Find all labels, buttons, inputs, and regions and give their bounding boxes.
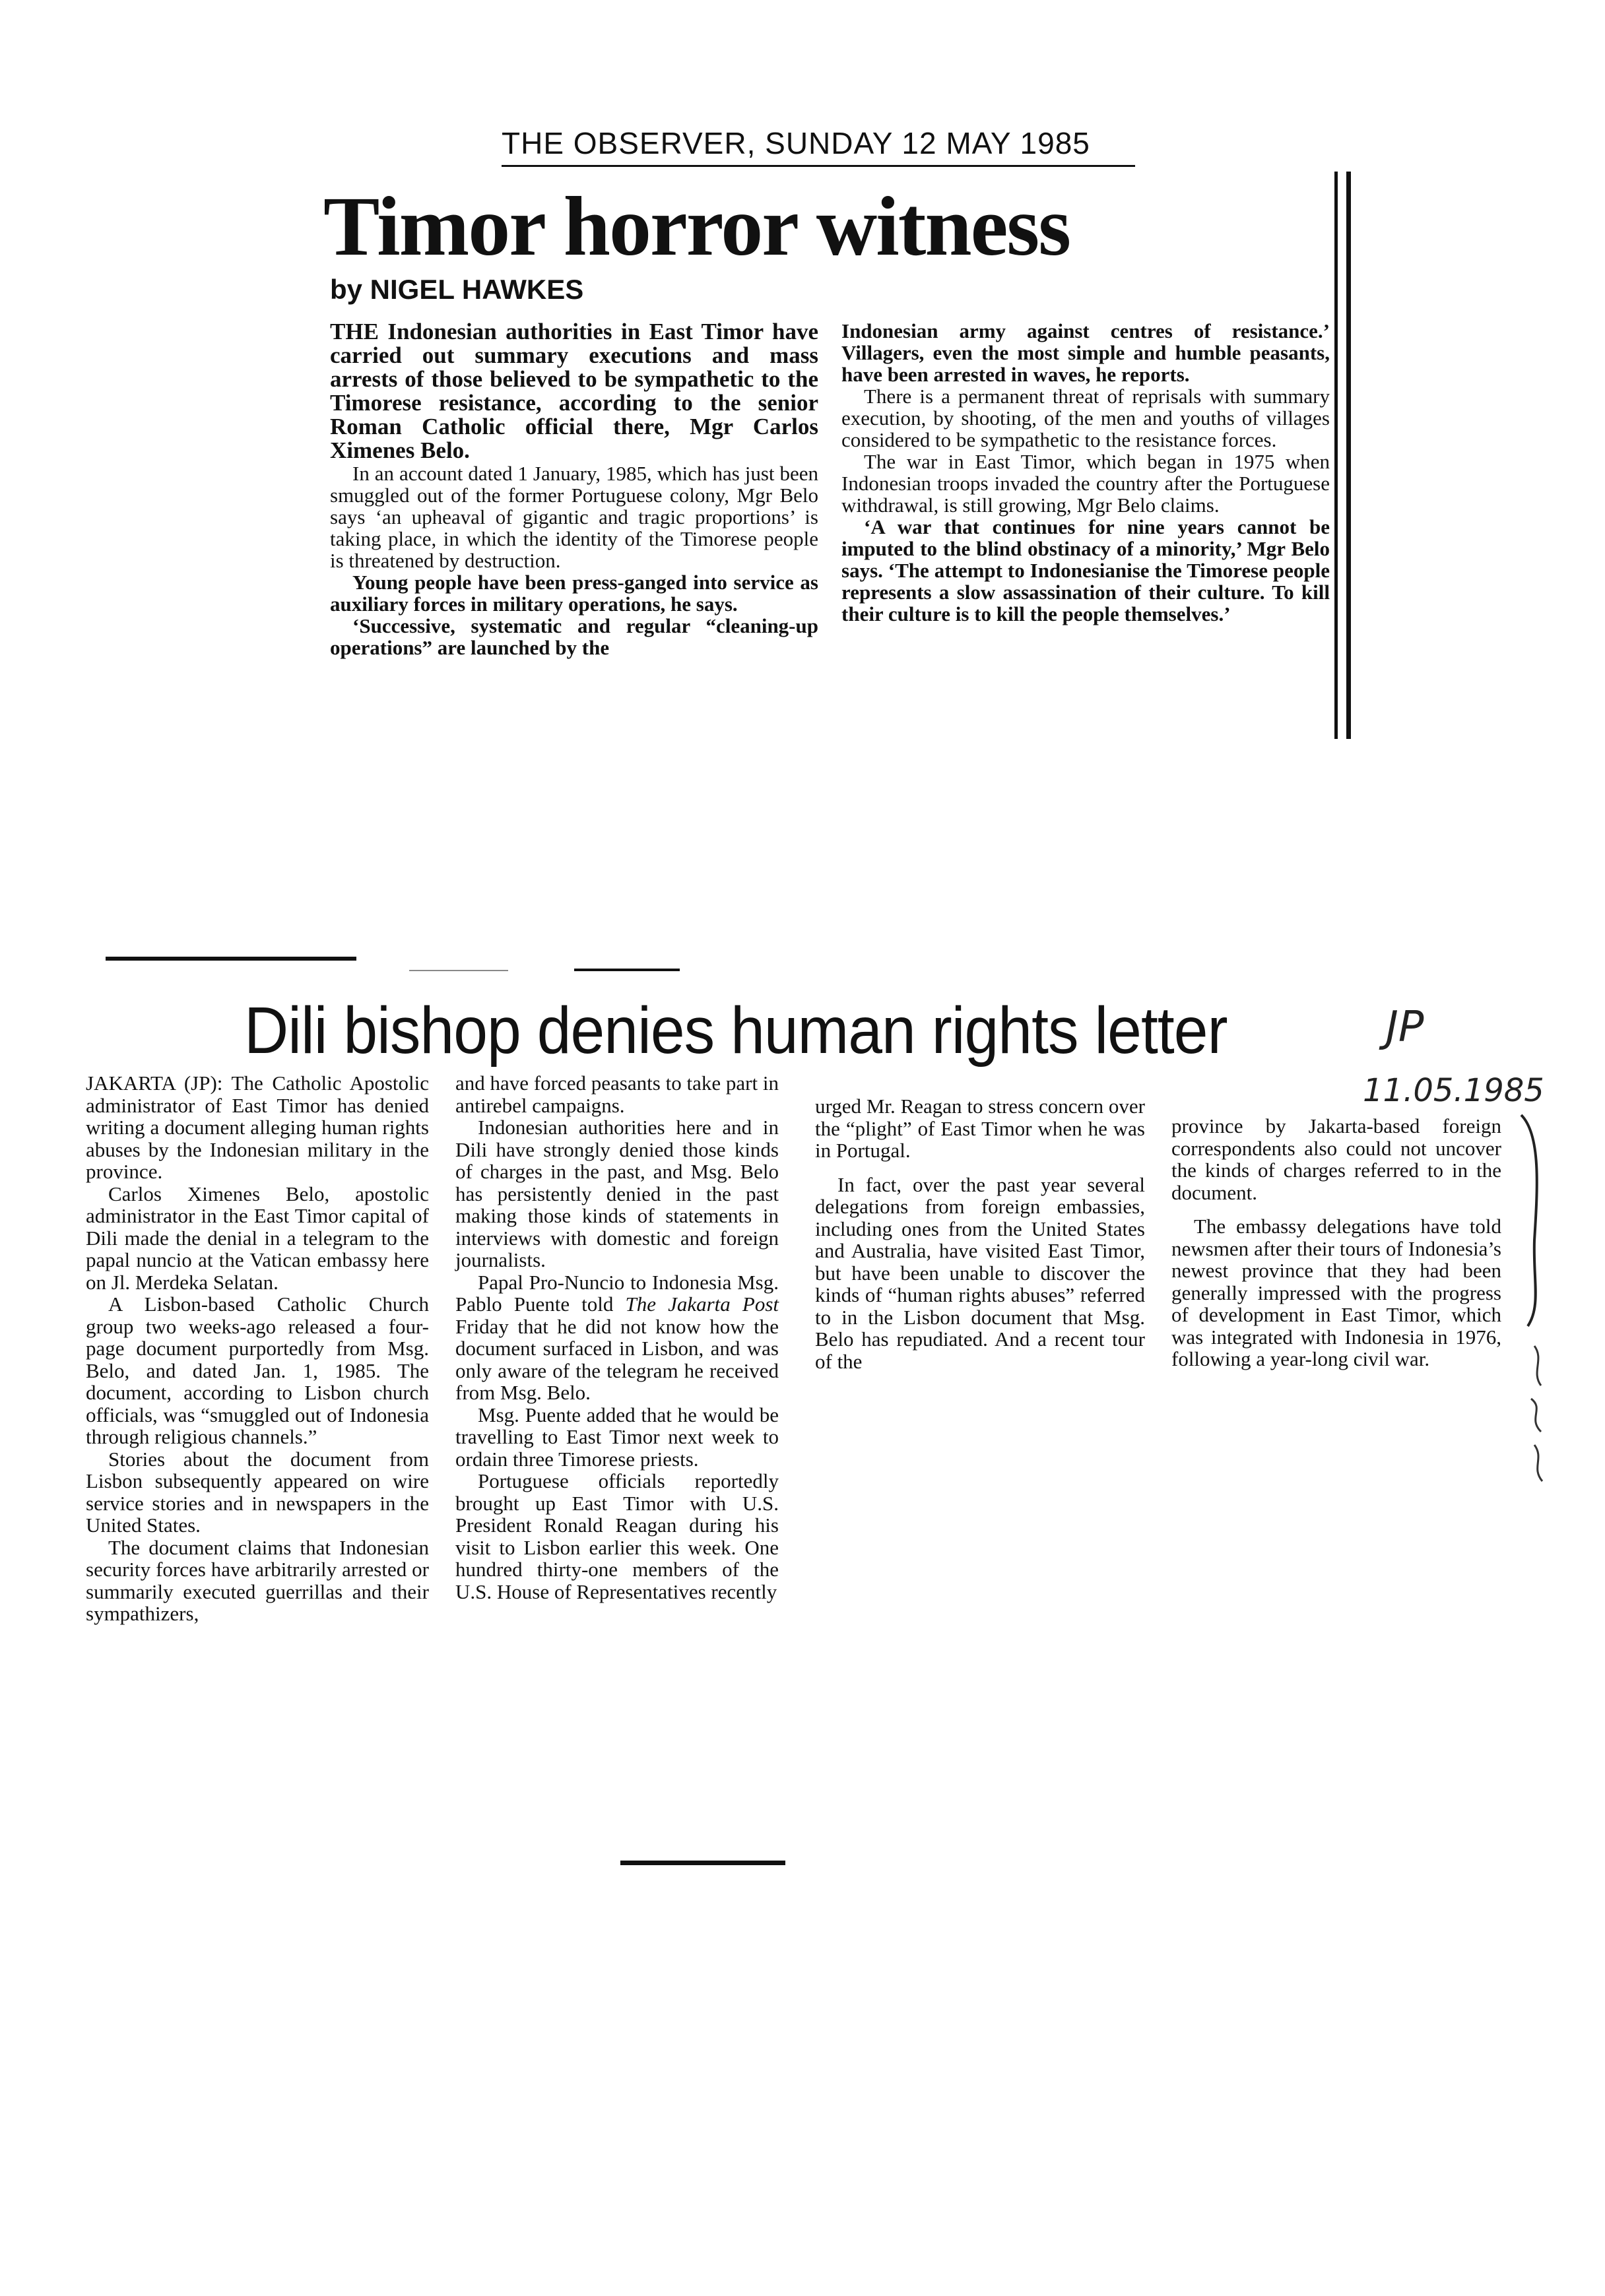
observer-paragraph: There is a permanent threat of reprisals with summary execution, by shooting, of the men and youths of villages considered to be sympathetic to the resistance forces.	[841, 385, 1330, 451]
jakarta-paragraph: Stories about the document from Lisbon subsequently appeared on wire service stories and in newspapers in the United States.	[86, 1447, 429, 1537]
observer-column-1	[330, 320, 818, 658]
clipping-border-right-outer	[1346, 172, 1351, 739]
separator-rule	[574, 969, 680, 971]
margin-bracket-mark	[1515, 1108, 1554, 1491]
jakarta-paragraph	[455, 1271, 779, 1404]
jakarta-paragraph: The document claims that Indonesian security forces have arbitrarily arrested or summarily executed guerrillas and their sympathizers,	[86, 1535, 429, 1625]
clipping-border-right	[1334, 172, 1338, 739]
separator-rule	[106, 957, 356, 961]
jakarta-column-4	[1171, 1115, 1501, 1370]
observer-headline: Timor horror witness	[323, 179, 1070, 273]
jakarta-paragraph: JAKARTA (JP): The Catholic Apostolic administrator of East Timor has denied writing a document alleging human rights abuses by the Indonesian military in the province.	[86, 1071, 429, 1183]
observer-paragraph: Indonesian army against centres of resistance.’ Villagers, even the most simple and humble peasants, have been arrested in waves, he reports.	[841, 319, 1330, 386]
jakarta-paragraph: Indonesian authorities here and in Dili have strongly denied those kinds of charges in the past, and Msg. Belo has persistently denied in the past making those kinds of statements in interviews with domestic and foreign journalists.	[455, 1116, 779, 1271]
jakarta-paragraph: Carlos Ximenes Belo, apostolic administrator in the East Timor capital of Dili made the denial in a telegram to the papal nuncio at the Vatican embassy here on Jl. Merdeka Selatan.	[86, 1182, 429, 1294]
observer-byline: by NIGEL HAWKES	[330, 274, 584, 305]
jakarta-paragraph: urged Mr. Reagan to stress concern over the “plight” of East Timor when he was in Portugal.	[815, 1095, 1145, 1162]
observer-paragraph: THE Indonesian authorities in East Timor have carried out summary executions and mass arrests of those believed to be sympathetic to the Timorese resistance, according to the senior Roman Catholic official there, Mgr Carlos Ximenes Belo.	[330, 319, 818, 463]
handwritten-source: JP	[1386, 1003, 1424, 1052]
jakarta-headline: Dili bishop denies human rights letter	[244, 994, 1228, 1068]
jakarta-paragraph: The embassy delegations have told newsmen after their tours of Indonesia’s newest province that they had been generally impressed with the progress of development in East Timor, which was integrated with Indonesia in 1976, following a year-long civil war.	[1171, 1215, 1501, 1370]
newspaper-name: The Jakarta Post	[625, 1292, 779, 1316]
separator-rule	[620, 1861, 785, 1865]
observer-column-2	[841, 320, 1330, 625]
masthead: THE OBSERVER, SUNDAY 12 MAY 1985	[502, 125, 1135, 167]
jakarta-paragraph: A Lisbon-based Catholic Church group two weeks-ago released a four-page document purportedly from Msg. Belo, and dated Jan. 1, 1985. The document, according to Lisbon church officials, was “smuggled out of Indonesia through religious channels.”	[86, 1292, 429, 1448]
jakarta-paragraph: Msg. Puente added that he would be travelling to East Timor next week to ordain three Timorese priests.	[455, 1403, 779, 1471]
observer-paragraph: ‘A war that continues for nine years cannot be imputed to the blind obstinacy of a minority,’ Mgr Belo says. ‘The attempt to Indonesianise the Timorese people represents a slow assassination of their culture. To kill their culture is to kill the people themselves.’	[841, 515, 1330, 625]
jakarta-text: Friday that he did not know how the document surfaced in Lisbon, and was only aware of the telegram he received from Msg. Belo.	[455, 1314, 779, 1404]
observer-paragraph: Young people have been press-ganged into service as auxiliary forces in military operations, he says.	[330, 571, 818, 616]
observer-paragraph: The war in East Timor, which began in 1975 when Indonesian troops invaded the country after the Portuguese withdrawal, is still growing, Mgr Belo claims.	[841, 450, 1330, 517]
jakarta-column-3	[815, 1095, 1145, 1372]
jakarta-paragraph: and have forced peasants to take part in antirebel campaigns.	[455, 1071, 779, 1117]
jakarta-column-2	[455, 1072, 779, 1603]
separator-rule	[409, 970, 508, 971]
observer-paragraph: ‘Successive, systematic and regular “cleaning-up operations” are launched by the	[330, 614, 818, 659]
handwritten-date: 11.05.1985	[1363, 1072, 1544, 1109]
jakarta-column-1	[86, 1072, 429, 1625]
observer-paragraph: In an account dated 1 January, 1985, which has just been smuggled out of the former Portuguese colony, Mgr Belo says ‘an upheaval of gigantic and tragic proportions’ is taking place, in which the identity of the Timorese people is threatened by destruction.	[330, 462, 818, 572]
jakarta-paragraph: In fact, over the past year several delegations from foreign embassies, including ones from the United States and Australia, have visited East Timor, but have been unable to discover the kinds of “human rights abuses” referred to in the Lisbon document that Msg. Belo has repudiated. And a recent tour of the	[815, 1172, 1145, 1373]
jakarta-text: Papal Pro-Nuncio to Indonesia Msg. Pablo Puente told	[455, 1270, 779, 1316]
jakarta-paragraph: Portuguese officials reportedly brought up East Timor with U.S. President Ronald Reagan during his visit to Lisbon earlier this week. One hundred thirty-one members of the U.S. House of Representatives recently	[455, 1469, 779, 1603]
jakarta-paragraph: province by Jakarta-based foreign correspondents also could not uncover the kinds of charges referred to in the document.	[1171, 1114, 1501, 1204]
